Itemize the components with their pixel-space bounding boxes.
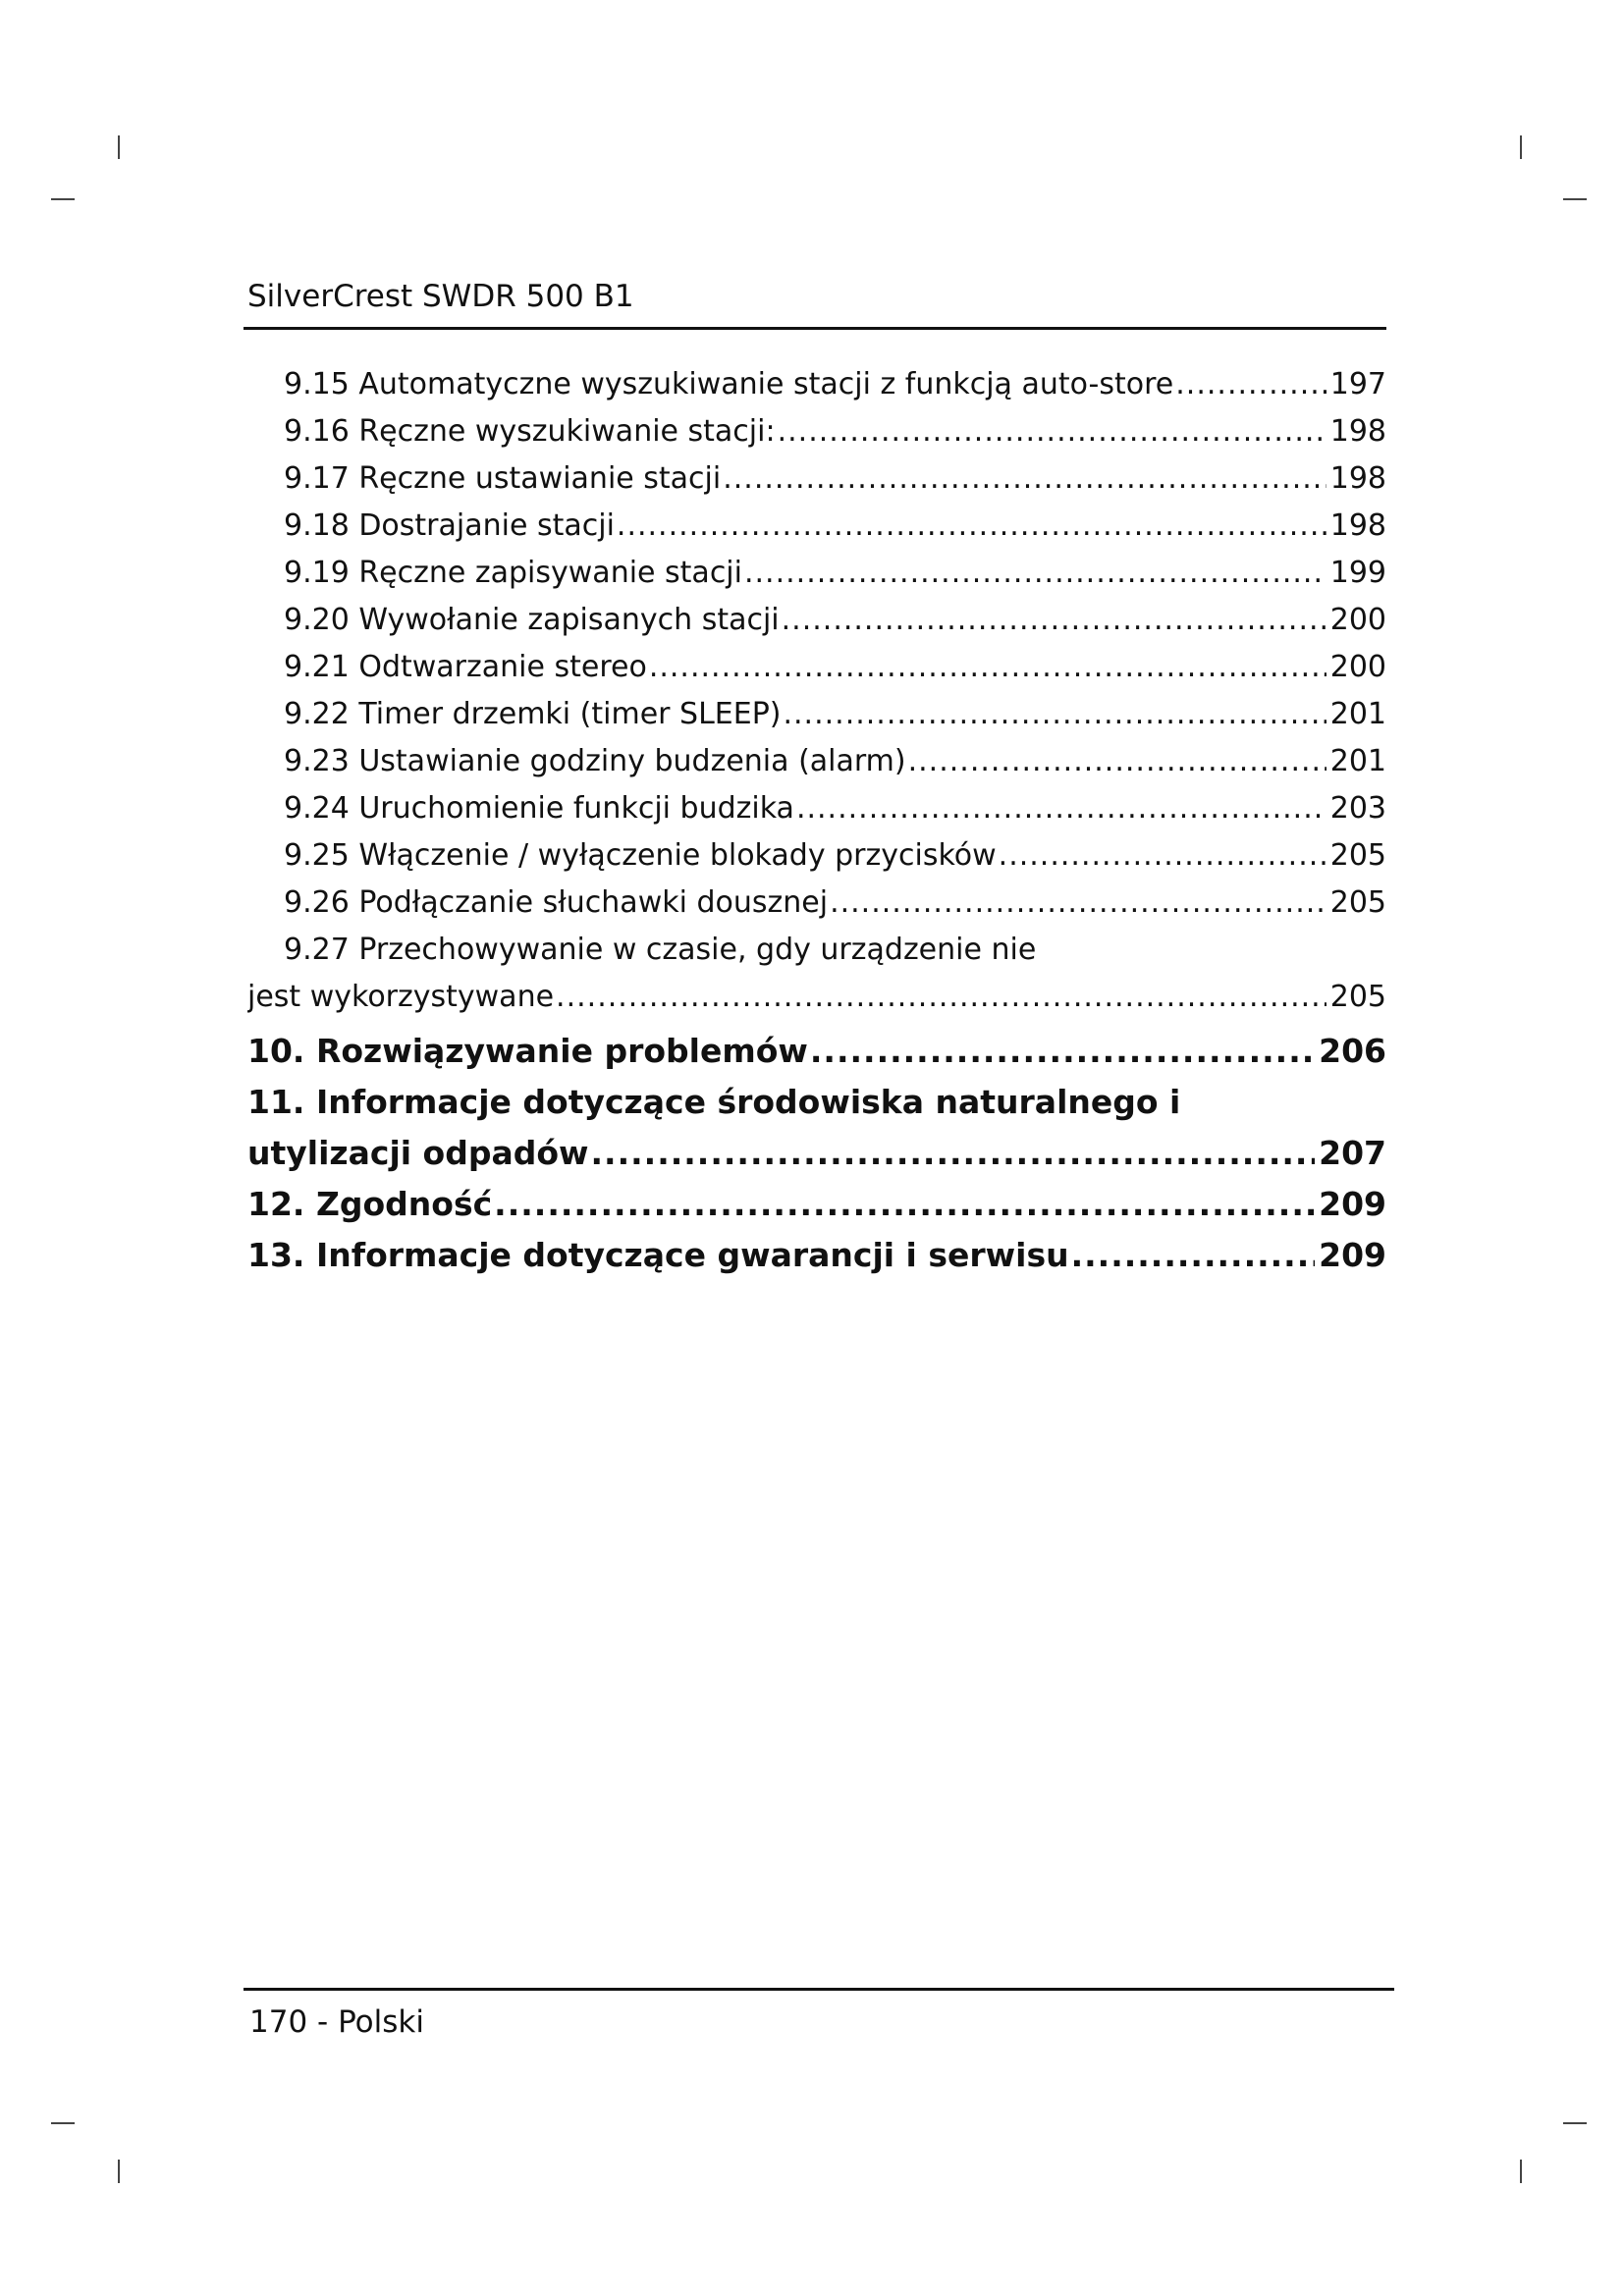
crop-mark: [51, 198, 75, 200]
toc-entry[interactable]: [247, 883, 1386, 931]
toc-entry[interactable]: [247, 459, 1386, 507]
page-footer: 170 - Polski: [249, 2004, 424, 2040]
toc-chapter-page: 209: [1319, 1236, 1386, 1274]
toc-chapter-label-line2: utylizacji odpadów: [247, 1134, 589, 1172]
toc-chapter-10[interactable]: [247, 1029, 1386, 1080]
toc-entry[interactable]: [247, 507, 1386, 554]
toc-entry-label: 9.22 Timer drzemki (timer SLEEP): [284, 697, 782, 731]
toc-entry-page: 203: [1329, 791, 1386, 826]
toc-entry-label-line2: jest wykorzystywane: [247, 980, 555, 1014]
toc-entry-line2: [247, 978, 1386, 1029]
running-header: SilverCrest SWDR 500 B1: [247, 279, 634, 314]
toc-entry[interactable]: [247, 365, 1386, 412]
toc-entry-label: 9.17 Ręczne ustawianie stacji: [284, 461, 722, 496]
toc-chapter-line2: [247, 1131, 1386, 1182]
toc-entry-label-line1: 9.27 Przechowywanie w czasie, gdy urządzenie nie: [284, 933, 1037, 967]
toc-entry-label: 9.19 Ręczne zapisywanie stacji: [284, 556, 742, 590]
toc-entry-page: 201: [1329, 744, 1386, 778]
toc-entry[interactable]: [247, 742, 1386, 789]
toc-chapter-label-line1: 11. Informacje dotyczące środowiska naturalnego i: [247, 1083, 1181, 1121]
toc-entry-page: 205: [1329, 885, 1386, 920]
crop-mark: [118, 2160, 120, 2183]
toc-entry-label: 9.26 Podłączanie słuchawki dousznej: [284, 885, 829, 920]
toc-chapter-page: 209: [1319, 1185, 1386, 1223]
toc-entry[interactable]: [247, 648, 1386, 695]
toc-entry-label: 9.25 Włączenie / wyłączenie blokady przycisków: [284, 838, 997, 873]
toc-entry-label: 9.23 Ustawianie godziny budzenia (alarm): [284, 744, 906, 778]
dot-leader: [778, 412, 1326, 452]
toc-chapter-11[interactable]: [247, 1080, 1386, 1182]
crop-mark: [1520, 2160, 1522, 2183]
crop-mark: [1563, 198, 1587, 200]
toc-entry-page: 205: [1329, 980, 1386, 1014]
dot-leader: [796, 789, 1326, 828]
toc-chapter-label: 10. Rozwiązywanie problemów: [247, 1032, 808, 1070]
dot-leader: [617, 507, 1326, 546]
footer-rule: [244, 1988, 1394, 1991]
toc-entry[interactable]: [247, 601, 1386, 648]
dot-leader: [830, 883, 1326, 923]
dot-leader: [999, 836, 1326, 876]
toc-entry-page: 201: [1329, 697, 1386, 731]
dot-leader: [810, 1029, 1315, 1074]
toc-entry-label: 9.15 Automatyczne wyszukiwanie stacji z funkcją auto-store: [284, 367, 1174, 401]
table-of-contents: [247, 365, 1386, 1284]
toc-chapter-label: 13. Informacje dotyczące gwarancji i serwisu: [247, 1236, 1069, 1274]
toc-entry[interactable]: [247, 789, 1386, 836]
toc-entry[interactable]: [247, 554, 1386, 601]
dot-leader: [908, 742, 1326, 781]
toc-entry-page: 199: [1329, 556, 1386, 590]
dot-leader: [744, 554, 1326, 593]
toc-entry-label: 9.18 Dostrajanie stacji: [284, 508, 615, 543]
toc-chapter-page: 206: [1319, 1032, 1386, 1070]
toc-entry-page: 198: [1329, 508, 1386, 543]
toc-chapter-12[interactable]: [247, 1182, 1386, 1233]
toc-entry-927[interactable]: [247, 931, 1386, 1029]
toc-chapter-13[interactable]: [247, 1233, 1386, 1284]
toc-entry-label: 9.24 Uruchomienie funkcji budzika: [284, 791, 794, 826]
dot-leader: [783, 695, 1326, 734]
dot-leader: [494, 1182, 1315, 1227]
toc-entry-page: 205: [1329, 838, 1386, 873]
dot-leader: [1175, 365, 1326, 404]
toc-entry-label: 9.16 Ręczne wyszukiwanie stacji:: [284, 414, 776, 449]
toc-entry-page: 200: [1329, 603, 1386, 637]
toc-chapter-label: 12. Zgodność: [247, 1185, 493, 1223]
crop-mark: [1563, 2122, 1587, 2124]
dot-leader: [649, 648, 1326, 687]
crop-mark: [51, 2122, 75, 2124]
toc-entry-page: 198: [1329, 461, 1386, 496]
header-rule: [244, 327, 1386, 330]
toc-entry-label: 9.20 Wywołanie zapisanych stacji: [284, 603, 780, 637]
crop-mark: [1520, 135, 1522, 159]
toc-entry-label: 9.21 Odtwarzanie stereo: [284, 650, 647, 684]
toc-entry[interactable]: [247, 695, 1386, 742]
dot-leader: [591, 1131, 1316, 1176]
dot-leader: [782, 601, 1326, 640]
dot-leader: [556, 978, 1326, 1017]
toc-entry-page: 198: [1329, 414, 1386, 449]
dot-leader: [723, 459, 1326, 499]
toc-entry-page: 197: [1329, 367, 1386, 401]
dot-leader: [1071, 1233, 1316, 1278]
toc-chapter-page: 207: [1319, 1134, 1386, 1172]
toc-entry-page: 200: [1329, 650, 1386, 684]
toc-entry[interactable]: [247, 412, 1386, 459]
toc-entry[interactable]: [247, 836, 1386, 883]
crop-mark: [118, 135, 120, 159]
